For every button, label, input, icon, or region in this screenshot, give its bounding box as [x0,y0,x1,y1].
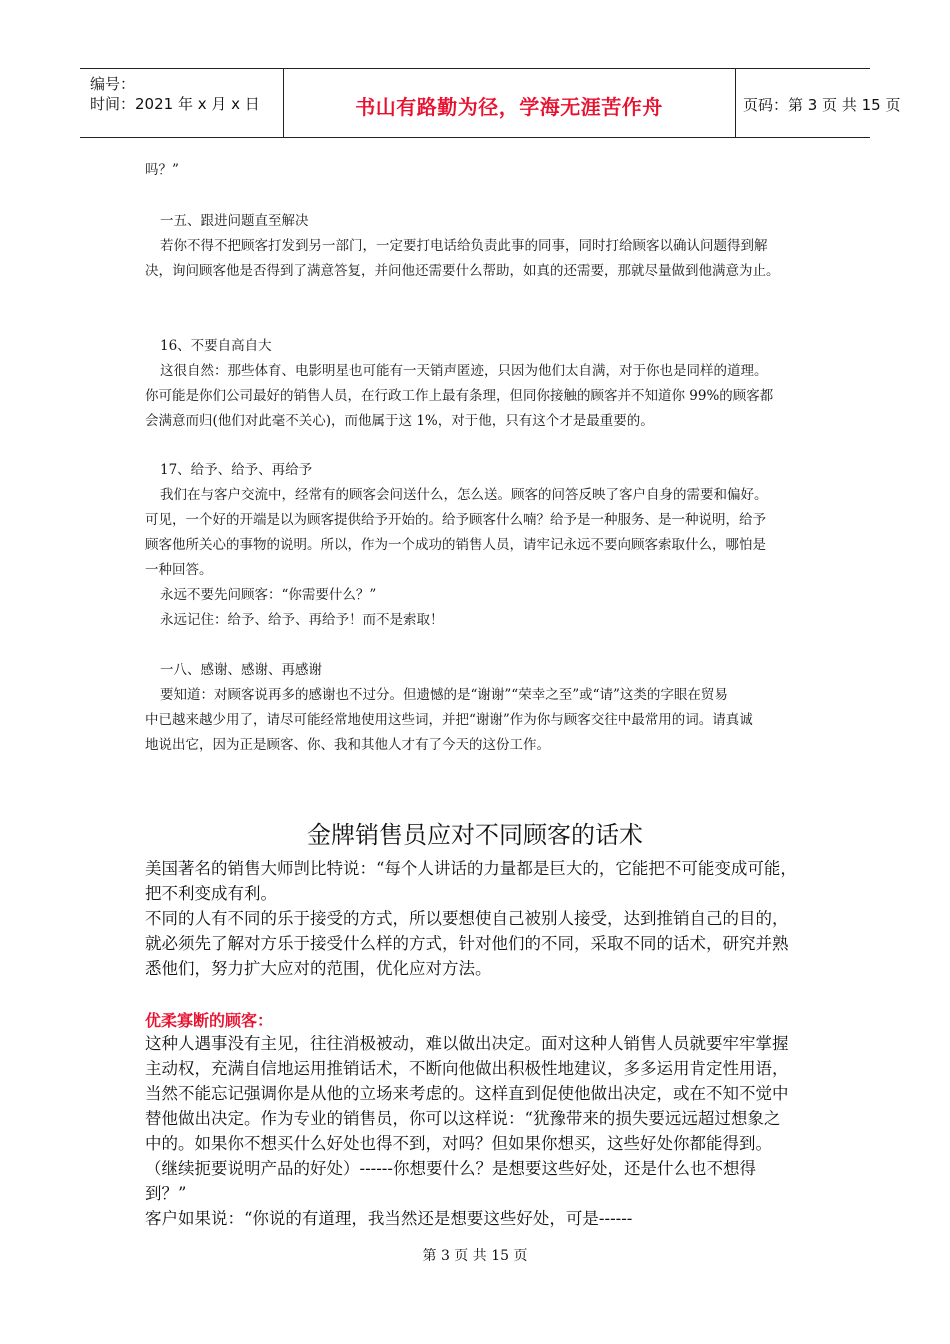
customer-type-line: （继续扼要说明产品的好处）------你想要什么？是想要这些好处，还是什么也不想得 [145,1159,756,1178]
section-18-paragraph-line: 中已越来越少用了，请尽可能经常地使用这些词，并把“谢谢”作为你与顾客交往中最常用的词。请真诚 [145,712,753,728]
section-16-paragraph-line: 你可能是你们公司最好的销售人员，在行政工作上最有条理，但同你接触的顾客并不知道你 99%的顾客都 [145,388,774,404]
section-16-paragraph-line: 这很自然：那些体育、电影明星也可能有一天销声匿迹，只因为他们太自满，对于你也是同样的道理。 [160,363,768,379]
section-18-paragraph-line: 要知道：对顾客说再多的感谢也不过分。但遗憾的是“谢谢”“荣幸之至”或“请”这类的字眼在贸易 [160,687,728,703]
section-17-paragraph-line: 顾客他所关心的事物的说明。所以，作为一个成功的销售人员，请牢记永远不要向顾客索取什么，哪怕是 [145,537,766,553]
section-16-paragraph-line: 会满意而归(他们对此毫不关心)，而他属于这 1%，对于他，只有这个才是最重要的。 [145,413,654,429]
section-18-paragraph-line: 地说出它，因为正是顾客、你、我和其他人才有了今天的这份工作。 [145,737,550,753]
customer-type-line: 到？” [145,1184,187,1203]
intro-line: 不同的人有不同的乐于接受的方式，所以要想使自己被别人接受，达到推销自己的目的， [145,909,789,928]
header-page-info: 页码：第 3 页 共 15 页 [743,96,901,114]
section-17-heading: 17、给予、给予、再给予 [160,462,313,478]
header-motto-cell [283,69,736,137]
section-17-line: 永远记住：给予、给予、再给予！而不是索取！ [160,612,444,628]
article-title: 金牌销售员应对不同顾客的话术 [307,821,643,849]
customer-type-line: 这种人遇事没有主见，往往消极被动，难以做出决定。面对这种人销售人员就要牢牢掌握 [145,1034,789,1053]
section-17-paragraph-line: 我们在与客户交流中，经常有的顾客会问送什么，怎么送。顾客的问答反映了客户自身的需要和偏好。 [160,487,768,503]
header-motto: 书山有路勤为径，学海无涯苦作舟 [355,95,663,119]
document-number-label: 编号： [90,75,136,93]
intro-line: 就必须先了解对方乐于接受什么样的方式，针对他们的不同，采取不同的话术，研究并熟 [145,934,789,953]
customer-type-line: 主动权，充满自信地运用推销话术，不断向他做出积极性地建议，多多运用肯定性用语， [145,1059,789,1078]
intro-line: 美国著名的销售大师剀比特说：“每个人讲话的力量都是巨大的，它能把不可能变成可能， [145,859,797,878]
page-footer: 第 3 页 共 15 页 [422,1248,528,1264]
section-15-heading: 一五、跟进问题直至解决 [160,213,309,229]
section-18-heading: 一八、感谢、感谢、再感谢 [160,662,322,678]
customer-type-heading: 优柔寡断的顾客： [145,1011,274,1030]
section-17-line: 永远不要先问顾客：“你需要什么？” [160,587,377,603]
customer-type-line: 中的。如果你不想买什么好处也得不到，对吗？但如果你想买，这些好处你都能得到。 [145,1134,772,1153]
customer-type-line: 客户如果说：“你说的有道理，我当然还是想要这些好处，可是------ [145,1209,633,1228]
section-16-heading: 16、不要自高自大 [160,338,272,354]
intro-line: 把不利变成有利。 [145,884,277,903]
section-17-paragraph-line: 一种回答。 [145,562,213,578]
section-17-paragraph-line: 可见，一个好的开端是以为顾客提供给予开始的。给予顾客什么喃？给予是一种服务、是一种说明，给予 [145,512,766,528]
section-15-paragraph-line: 若你不得不把顾客打发到另一部门，一定要打电话给负责此事的同事，同时打给顾客以确认问题得到解 [160,238,768,254]
customer-type-line: 替他做出决定。作为专业的销售员，你可以这样说：“犹豫带来的损失要远远超过想象之 [145,1109,781,1128]
header-page-cell [735,69,901,137]
document-date-label: 时间：2021 年 x 月 x 日 [90,95,260,113]
continuation-line: 吗？” [145,162,179,178]
section-15-paragraph-line: 决，询问顾客他是否得到了满意答复，并问他还需要什么帮助，如真的还需要，那就尽量做到他满意为止。 [145,263,780,279]
intro-line: 悉他们，努力扩大应对的范围，优化应对方法。 [145,959,492,978]
header-meta-cell [80,69,284,137]
page-header [80,68,901,138]
customer-type-line: 当然不能忘记强调你是从他的立场来考虑的。这样直到促使他做出决定，或在不知不觉中 [145,1084,789,1103]
